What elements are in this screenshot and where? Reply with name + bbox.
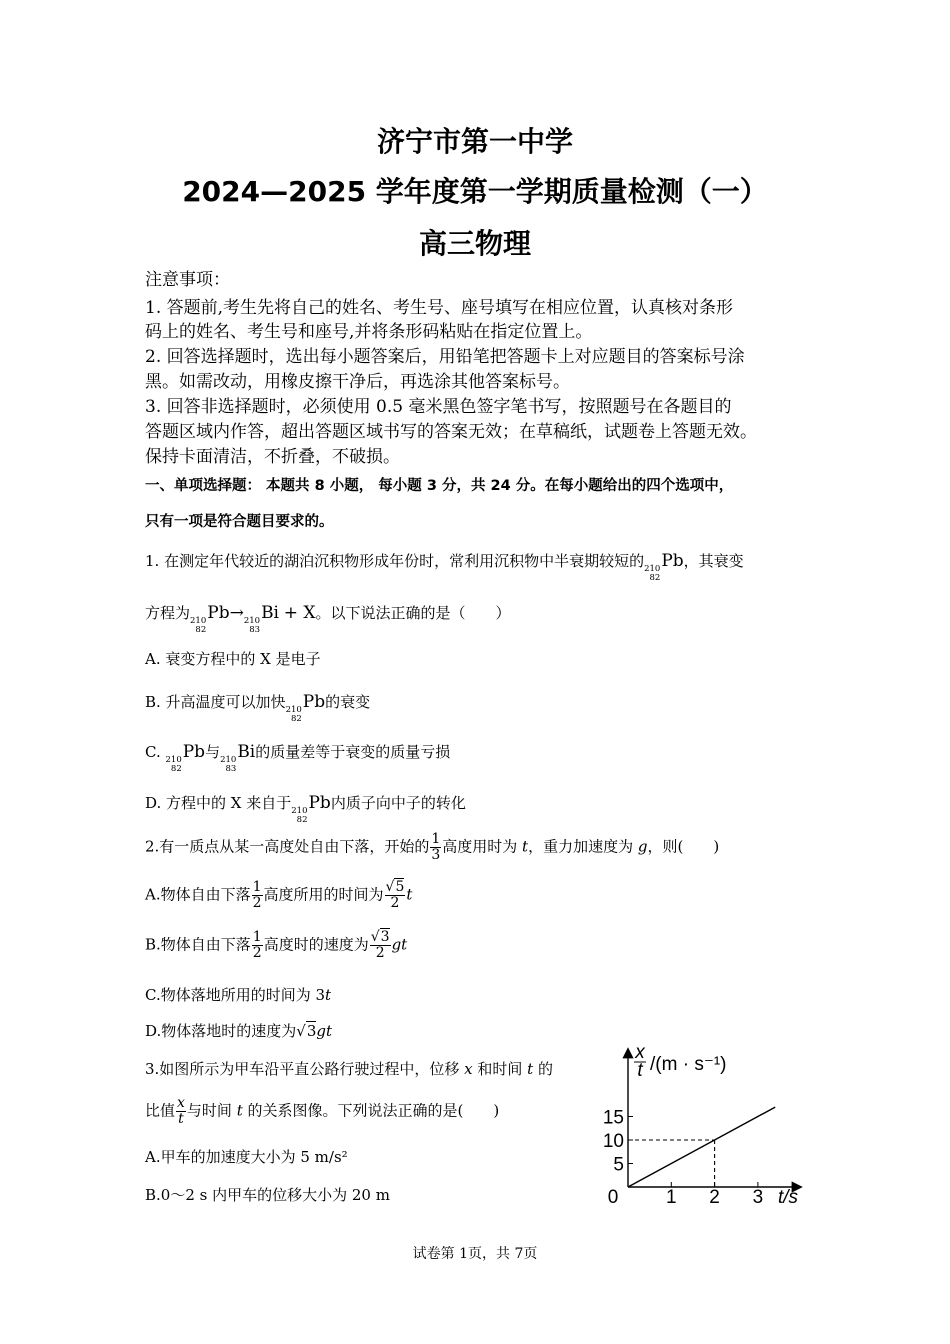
isotope-pb [286, 706, 302, 724]
q2-stem-text: 高度用时为 [442, 837, 518, 856]
q3-option-a: A.甲车的加速度大小为 5 m/s² [145, 1148, 348, 1166]
page-footer: 试卷第 1页，共 7页 [412, 1246, 538, 1262]
q1-equation-line [145, 602, 511, 635]
notice-line: 2. 回答选择题时，选出每小题答案后，用铅笔把答题卡上对应题目的答案标号涂 [145, 347, 745, 367]
element-symbol: Pb [661, 551, 684, 571]
denominator: 2 [252, 945, 262, 961]
y-tick-label: 15 [602, 1107, 624, 1129]
y-tick-label: 10 [602, 1131, 624, 1152]
isotope-pb [166, 756, 182, 774]
q3-stem-text: 和时间 [477, 1060, 523, 1078]
y-tick-label: 5 [613, 1154, 624, 1176]
denominator: 2 [390, 895, 400, 911]
q3-stem-text: 3.如图所示为甲车沿平直公路行驶过程中，位移 [145, 1060, 460, 1078]
option-text: 的衰变 [325, 693, 371, 711]
option-text: C. [145, 743, 161, 761]
origin-label: 0 [607, 1187, 619, 1208]
arrow: → [229, 603, 244, 623]
x-tick-label: 2 [709, 1187, 720, 1208]
option-text: 的质量差等于衰变的质量亏损 [255, 743, 451, 761]
numerator: 1 [431, 831, 441, 847]
q2-stem [145, 832, 719, 863]
fraction [430, 832, 441, 863]
denominator: t [178, 1111, 184, 1127]
q3-stem-text: 的 [537, 1060, 553, 1078]
q3-xt-chart [590, 1040, 820, 1215]
variable: g [637, 837, 648, 856]
q2-stem-text: ，则( ) [647, 837, 720, 856]
x-tick-label: 3 [752, 1187, 764, 1208]
element-symbol: Pb [302, 692, 326, 712]
option-text: C.物体落地所用的时间为 3 [145, 986, 326, 1004]
q2-option-a [145, 880, 412, 911]
element-symbol: Pb [182, 742, 206, 762]
denominator: 3 [431, 847, 441, 863]
option-text: 高度时的速度为 [263, 935, 369, 954]
q3-stem [145, 1058, 553, 1079]
notice-line: 3. 回答非选择题时，必须使用 0.5 毫米黑色签字笔书写，按照题号在各题目的 [145, 397, 732, 417]
product-x: + X [283, 603, 316, 623]
element-symbol: Bi [261, 603, 279, 623]
numerator: √3 [370, 929, 390, 945]
element-symbol: Pb [207, 603, 230, 623]
option-text: D.物体落地时的速度为 [145, 1022, 297, 1040]
notice-line: 保持卡面清洁，不折叠，不破损。 [145, 447, 400, 467]
numerator: 1 [252, 879, 262, 895]
school-title: 济宁市第一中学 [376, 125, 573, 158]
q1-stem [145, 550, 744, 583]
q3-stem-text: 与时间 [186, 1101, 232, 1120]
isotope-pb [190, 617, 206, 635]
fraction [252, 930, 263, 961]
mass-number: 210 [165, 755, 182, 765]
atomic-number: 83 [249, 625, 261, 635]
variable: gt [316, 1022, 333, 1040]
numerator: 1 [252, 929, 262, 945]
mass-number: 210 [190, 616, 207, 626]
mass-number: 210 [644, 564, 661, 574]
fraction [385, 880, 406, 911]
notice-line: 1. 答题前,考生先将自己的姓名、考生号、座号填写在相应位置，认真核对条形 [145, 298, 734, 318]
q1-option-c [145, 741, 450, 774]
option-text: B. 升高温度可以加快 [145, 693, 286, 711]
element-symbol: Pb [308, 793, 331, 813]
q1-option-a: A. 衰变方程中的 X 是电子 [145, 650, 321, 668]
q1-stem-text: 1. 在测定年代较近的湖泊沉积物形成年份时，常利用沉积物中半衰期较短的 [145, 552, 645, 570]
notice-title: 注意事项： [145, 270, 230, 290]
option-text: 内质子向中子的转化 [330, 794, 466, 812]
q1-stem-text: ，其衰变 [683, 552, 744, 570]
option-text: 高度所用的时间为 [263, 885, 384, 904]
radicand: 3 [380, 929, 390, 945]
option-text: B.物体自由下落 [145, 935, 251, 954]
option-text: A.物体自由下落 [145, 885, 251, 904]
radicand: 3 [306, 1022, 317, 1040]
q1-option-d [145, 792, 466, 825]
q3-stem-line2 [145, 1096, 499, 1127]
variable: gt [391, 935, 408, 954]
section-heading: 只有一项是符合题目要求的。 [145, 514, 334, 530]
q2-option-b [145, 930, 407, 961]
radicand: 5 [395, 879, 405, 895]
y-axis-unit: /(m · s⁻¹) [650, 1054, 727, 1075]
variable: t [522, 837, 529, 856]
q1-stem-text: 方程为 [145, 604, 191, 622]
atomic-number: 82 [290, 714, 302, 724]
element-symbol: Bi [237, 742, 256, 762]
q2-option-c [145, 984, 331, 1005]
notice-line: 答题区域内作答，超出答题区域书写的答案无效；在草稿纸，试题卷上答题无效。 [145, 422, 757, 442]
q1-option-b [145, 691, 370, 724]
atomic-number: 83 [225, 764, 237, 774]
variable: t [325, 986, 332, 1004]
variable: x [464, 1060, 473, 1078]
y-axis-label-denominator: t [637, 1060, 643, 1081]
mass-number: 210 [291, 806, 308, 816]
variable: t [406, 885, 413, 904]
variable: t [527, 1060, 534, 1078]
mass-number: 210 [243, 616, 261, 626]
atomic-number: 82 [296, 815, 308, 825]
denominator: 2 [252, 895, 262, 911]
mass-number: 210 [220, 755, 237, 765]
q2-stem-text: 2.有一质点从某一高度处自由下落，开始的 [145, 837, 430, 856]
fraction [370, 930, 391, 961]
isotope-pb [644, 565, 660, 583]
section-heading: 一、单项选择题： 本题共 8 小题， 每小题 3 分，共 24 分。在每小题给出的四个选项中， [145, 478, 734, 494]
atomic-number: 82 [170, 764, 182, 774]
mass-number: 210 [285, 705, 302, 715]
isotope-pb [291, 807, 307, 825]
q1-stem-text: 。以下说法正确的是（ ） [315, 604, 511, 622]
fraction [176, 1096, 186, 1127]
q3-stem-text: 的关系图像。下列说法正确的是( ) [247, 1101, 500, 1120]
option-text: D. 方程中的 X 来自于 [145, 794, 292, 812]
x-axis-label: t/s [777, 1187, 799, 1208]
option-text: 与 [205, 743, 221, 761]
exam-title: 2024—2025 学年度第一学期质量检测（一） [182, 175, 768, 208]
y-axis-label-numerator: x [635, 1042, 645, 1063]
series-line [628, 1107, 775, 1187]
numerator: √5 [385, 879, 405, 895]
variable: t [236, 1101, 243, 1120]
numerator: x [177, 1095, 185, 1111]
isotope-bi [244, 617, 260, 635]
fraction [252, 880, 263, 911]
atomic-number: 82 [649, 573, 661, 583]
x-tick-label: 1 [666, 1187, 677, 1208]
subject-title: 高三物理 [418, 227, 531, 260]
q2-option-d: D.物体落地时的速度为√3gt [145, 1022, 333, 1040]
notice-line: 码上的姓名、考生号和座号,并将条形码粘贴在指定位置上。 [145, 322, 593, 342]
q3-option-b: B.0～2 s 内甲车的位移大小为 20 m [145, 1186, 390, 1204]
notice-line: 黑。如需改动，用橡皮擦干净后，再选涂其他答案标号。 [145, 372, 570, 392]
atomic-number: 82 [195, 625, 207, 635]
denominator: 2 [375, 945, 385, 961]
q3-stem-text: 比值 [145, 1101, 176, 1120]
q2-stem-text: ，重力加速度为 [528, 837, 634, 856]
isotope-bi [220, 756, 236, 774]
